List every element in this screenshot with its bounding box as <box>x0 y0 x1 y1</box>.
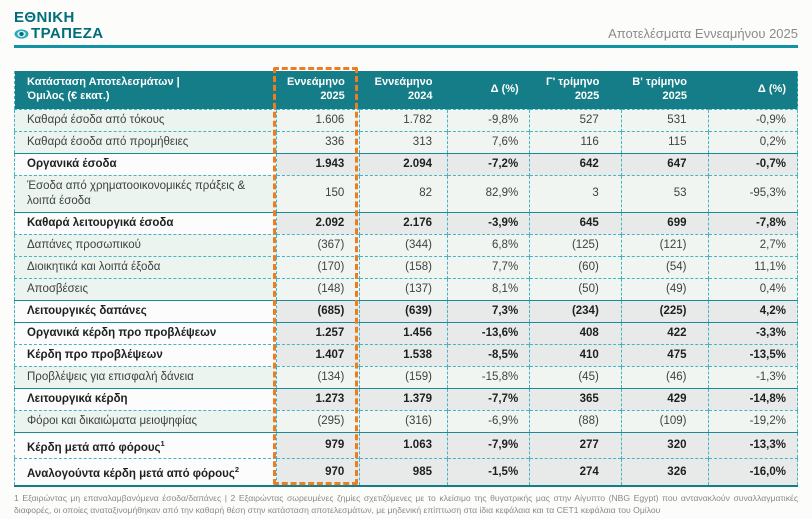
row-label: Αποσβέσεις <box>15 278 277 300</box>
report-subtitle: Αποτελέσματα Εννεαμήνου 2025 <box>608 26 798 41</box>
cell-q3-2025: (88) <box>530 410 622 432</box>
cell-q2-2025: 531 <box>621 109 709 131</box>
cell-delta-qoq: -13,3% <box>709 432 798 459</box>
cell-delta-yoy: -8,5% <box>447 344 529 366</box>
cell-delta-qoq: -14,8% <box>709 388 798 410</box>
top-bar <box>14 8 798 42</box>
cell-delta-yoy: -7,7% <box>447 388 529 410</box>
cell-q2-2025: (121) <box>621 234 709 256</box>
table-row <box>15 109 798 131</box>
cell-ninemonth-2025: (148) <box>277 278 360 300</box>
row-label: Προβλέψεις για επισφαλή δάνεια <box>15 366 277 388</box>
cell-q3-2025: 408 <box>530 322 622 344</box>
cell-ninemonth-2025: (685) <box>277 300 360 322</box>
row-label: Έσοδα από χρηματοοικονομικές πράξεις & λοιπά έσοδα <box>15 175 277 212</box>
nbg-eye-icon <box>14 29 29 39</box>
cell-ninemonth-2024: (137) <box>360 278 448 300</box>
cell-delta-yoy: -13,6% <box>447 322 529 344</box>
cell-q2-2025: 699 <box>621 212 709 234</box>
cell-q3-2025: (234) <box>530 300 622 322</box>
cell-ninemonth-2024: 1.456 <box>360 322 448 344</box>
cell-ninemonth-2025: 1.407 <box>277 344 360 366</box>
table-row <box>15 410 798 432</box>
bank-logo-line2-text: ΤΡΑΠΕΖΑ <box>31 25 104 42</box>
cell-delta-yoy: -1,5% <box>447 459 529 486</box>
cell-q3-2025: (60) <box>530 256 622 278</box>
table-row <box>15 131 798 153</box>
column-header-delta-qoq: Δ (%) <box>709 71 798 109</box>
table-row <box>15 432 798 459</box>
row-label: Λειτουργικές δαπάνες <box>15 300 277 322</box>
cell-ninemonth-2024: 1.538 <box>360 344 448 366</box>
table-row <box>15 388 798 410</box>
cell-ninemonth-2025: (367) <box>277 234 360 256</box>
cell-q3-2025: 365 <box>530 388 622 410</box>
table-row <box>15 322 798 344</box>
column-header-statement: Κατάσταση Αποτελεσμάτων | Όμιλος (€ εκατ.) <box>15 71 277 109</box>
cell-delta-yoy: 7,7% <box>447 256 529 278</box>
table-row <box>15 212 798 234</box>
row-label: Καθαρά έσοδα από προμήθειες <box>15 131 277 153</box>
cell-q2-2025: 326 <box>621 459 709 486</box>
cell-ninemonth-2025: 1.273 <box>277 388 360 410</box>
cell-ninemonth-2025: 1.606 <box>277 109 360 131</box>
cell-delta-qoq: -1,3% <box>709 366 798 388</box>
cell-delta-qoq: -16,0% <box>709 459 798 486</box>
cell-delta-yoy: 6,8% <box>447 234 529 256</box>
cell-ninemonth-2024: (158) <box>360 256 448 278</box>
cell-ninemonth-2024: 1.782 <box>360 109 448 131</box>
cell-delta-yoy: -6,9% <box>447 410 529 432</box>
cell-ninemonth-2025: 979 <box>277 432 360 459</box>
cell-ninemonth-2024: (316) <box>360 410 448 432</box>
cell-q2-2025: (54) <box>621 256 709 278</box>
cell-delta-qoq: 11,1% <box>709 256 798 278</box>
row-label: Δαπάνες προσωπικού <box>15 234 277 256</box>
cell-q3-2025: 274 <box>530 459 622 486</box>
column-header-ninemonth-2024: Εννεάμηνο 2024 <box>360 71 448 109</box>
cell-ninemonth-2024: 313 <box>360 131 448 153</box>
cell-ninemonth-2024: 985 <box>360 459 448 486</box>
cell-delta-yoy: -9,8% <box>447 109 529 131</box>
table-row <box>15 366 798 388</box>
cell-ninemonth-2024: (159) <box>360 366 448 388</box>
cell-q3-2025: 116 <box>530 131 622 153</box>
cell-ninemonth-2024: 2.094 <box>360 153 448 175</box>
row-label: Λειτουργικά κέρδη <box>15 388 277 410</box>
cell-q2-2025: 115 <box>621 131 709 153</box>
cell-ninemonth-2025: (170) <box>277 256 360 278</box>
cell-q2-2025: (109) <box>621 410 709 432</box>
cell-ninemonth-2024: 82 <box>360 175 448 212</box>
cell-delta-qoq: 4,2% <box>709 300 798 322</box>
cell-q3-2025: (45) <box>530 366 622 388</box>
cell-q3-2025: 645 <box>530 212 622 234</box>
cell-q2-2025: (46) <box>621 366 709 388</box>
table-row <box>15 300 798 322</box>
bank-logo <box>14 10 104 42</box>
cell-delta-qoq: -95,3% <box>709 175 798 212</box>
row-label: Αναλογούντα κέρδη μετά από φόρους$^2$ <box>15 459 277 486</box>
row-label: Καθαρά λειτουργικά έσοδα <box>15 212 277 234</box>
table-header-row <box>15 71 798 109</box>
cell-q2-2025: (49) <box>621 278 709 300</box>
table-row <box>15 344 798 366</box>
row-label: Κέρδη μετά από φόρους$^1$ <box>15 432 277 459</box>
column-header-ninemonth-2025: Εννεάμηνο 2025 <box>277 71 360 109</box>
results-table <box>14 71 798 487</box>
bank-logo-line2 <box>14 26 104 42</box>
cell-delta-qoq: 2,7% <box>709 234 798 256</box>
cell-delta-qoq: -19,2% <box>709 410 798 432</box>
table-row <box>15 153 798 175</box>
table-row <box>15 278 798 300</box>
cell-delta-yoy: -7,9% <box>447 432 529 459</box>
row-label: Οργανικά έσοδα <box>15 153 277 175</box>
cell-ninemonth-2024: 1.379 <box>360 388 448 410</box>
cell-ninemonth-2025: 1.943 <box>277 153 360 175</box>
column-header-delta-yoy: Δ (%) <box>447 71 529 109</box>
cell-delta-yoy: 8,1% <box>447 278 529 300</box>
header-divider <box>14 45 798 48</box>
cell-delta-yoy: 7,3% <box>447 300 529 322</box>
row-label: Κέρδη προ προβλέψεων <box>15 344 277 366</box>
row-label: Οργανικά κέρδη προ προβλέψεων <box>15 322 277 344</box>
row-label: Διοικητικά και λοιπά έξοδα <box>15 256 277 278</box>
cell-ninemonth-2024: 2.176 <box>360 212 448 234</box>
cell-q3-2025: 527 <box>530 109 622 131</box>
cell-ninemonth-2024: (639) <box>360 300 448 322</box>
cell-q3-2025: 642 <box>530 153 622 175</box>
cell-delta-qoq: -13,5% <box>709 344 798 366</box>
cell-ninemonth-2024: (344) <box>360 234 448 256</box>
row-label: Καθαρά έσοδα από τόκους <box>15 109 277 131</box>
cell-ninemonth-2025: 970 <box>277 459 360 486</box>
results-table-wrap <box>14 71 798 487</box>
cell-ninemonth-2025: 1.257 <box>277 322 360 344</box>
cell-q2-2025: 647 <box>621 153 709 175</box>
cell-q3-2025: (50) <box>530 278 622 300</box>
cell-delta-yoy: 82,9% <box>447 175 529 212</box>
cell-ninemonth-2024: 1.063 <box>360 432 448 459</box>
cell-delta-yoy: -15,8% <box>447 366 529 388</box>
column-header-q2-2025: Β' τρίμηνο 2025 <box>621 71 709 109</box>
cell-q3-2025: 3 <box>530 175 622 212</box>
cell-q2-2025: 320 <box>621 432 709 459</box>
cell-q2-2025: 475 <box>621 344 709 366</box>
cell-ninemonth-2025: (295) <box>277 410 360 432</box>
cell-delta-qoq: -0,7% <box>709 153 798 175</box>
cell-ninemonth-2025: (134) <box>277 366 360 388</box>
cell-ninemonth-2025: 2.092 <box>277 212 360 234</box>
cell-delta-qoq: -0,9% <box>709 109 798 131</box>
cell-q3-2025: 410 <box>530 344 622 366</box>
cell-ninemonth-2025: 150 <box>277 175 360 212</box>
cell-q2-2025: 429 <box>621 388 709 410</box>
cell-delta-yoy: -7,2% <box>447 153 529 175</box>
row-label: Φόροι και δικαιώματα μειοψηφίας <box>15 410 277 432</box>
cell-delta-qoq: 0,2% <box>709 131 798 153</box>
table-row <box>15 175 798 212</box>
cell-delta-yoy: -3,9% <box>447 212 529 234</box>
table-row <box>15 459 798 486</box>
cell-delta-qoq: -3,3% <box>709 322 798 344</box>
column-header-q3-2025: Γ' τρίμηνο 2025 <box>530 71 622 109</box>
cell-delta-qoq: 0,4% <box>709 278 798 300</box>
cell-q3-2025: 277 <box>530 432 622 459</box>
cell-q2-2025: 53 <box>621 175 709 212</box>
footnote: 1 Εξαιρώντας μη επαναλαμβανόμενα έσοδα/δαπάνες | 2 Εξαιρώντας σωρευμένες ζημίες σχετιζόμενες με το κλείσιμο της θυγατρικής μας στην Αίγυπτο (NBG Egypt) που αντανακλούν συναλλαγματικές διαφορές, οι οποίες αναταξινομήθηκαν από την καθαρή θέση στην κατάσταση αποτελεσμάτων, με μηδενική επίπτωση στα ίδια κεφάλαια και τα CET1 κεφάλαια του Ομίλου <box>14 493 798 516</box>
cell-delta-qoq: -7,8% <box>709 212 798 234</box>
table-row <box>15 234 798 256</box>
table-row <box>15 256 798 278</box>
cell-q2-2025: 422 <box>621 322 709 344</box>
cell-q3-2025: (125) <box>530 234 622 256</box>
cell-delta-yoy: 7,6% <box>447 131 529 153</box>
cell-q2-2025: (225) <box>621 300 709 322</box>
cell-ninemonth-2025: 336 <box>277 131 360 153</box>
bank-logo-line1: ΕΘΝΙΚΗ <box>14 9 75 26</box>
